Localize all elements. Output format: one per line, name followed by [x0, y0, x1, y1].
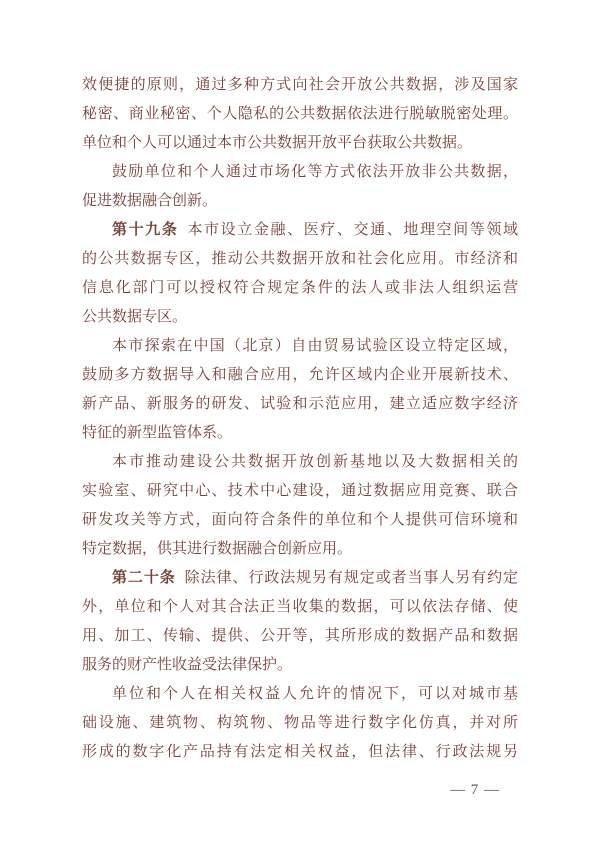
text-line: [82, 361, 518, 390]
text-line: [82, 419, 518, 448]
line-text: 单位和个人在相关权益人允许的情况下，可以对城市基: [112, 686, 518, 702]
line-text: 新产品、新服务的研发、试验和示范应用，建立适应数字经济: [82, 396, 518, 412]
line-text: 实验室、研究中心、技术中心建设，通过数据应用竞赛、联合: [82, 483, 518, 499]
line-text: 效便捷的原则，通过多种方式向社会开放公共数据，涉及国家: [82, 77, 518, 93]
line-text: 鼓励多方数据导入和融合应用，允许区域内企业开展新技术、: [82, 367, 518, 383]
text-line: [82, 477, 518, 506]
text-line: [82, 564, 518, 593]
text-line: [82, 71, 518, 100]
text-line: [82, 390, 518, 419]
text-line: [82, 506, 518, 535]
text-line: [82, 187, 518, 216]
line-text: 的公共数据专区，推动公共数据开放和社会化应用。市经济和: [82, 251, 518, 267]
article-number: 第十九条: [112, 222, 179, 238]
line-text: 外，单位和个人对其合法正当收集的数据，可以依法存储、使: [82, 599, 518, 615]
text-line: [82, 274, 518, 303]
line-text: 除法律、行政法规另有规定或者当事人另有约定: [184, 570, 518, 586]
line-text: 单位和个人可以通过本市公共数据开放平台获取公共数据。: [82, 135, 473, 151]
line-text: 特征的新型监管体系。: [82, 425, 233, 441]
line-text: 信息化部门可以授权符合规定条件的法人或非法人组织运营: [82, 280, 518, 296]
text-line: [82, 158, 518, 187]
text-line: [82, 245, 518, 274]
line-text: 形成的数字化产品持有法定相关权益，但法律、行政法规另: [82, 744, 518, 760]
text-line: [82, 100, 518, 129]
line-text: 秘密、商业秘密、个人隐私的公共数据依法进行脱敏脱密处理。: [82, 106, 518, 122]
line-text: 研发攻关等方式，面向符合条件的单位和个人提供可信环境和: [82, 512, 518, 528]
text-line: [82, 651, 518, 680]
line-text: 本市探索在中国（北京）自由贸易试验区设立特定区域，: [112, 338, 518, 354]
text-line: [82, 593, 518, 622]
article-number: 第二十条: [112, 570, 176, 586]
line-text: 本市推动建设公共数据开放创新基地以及大数据相关的: [112, 454, 518, 470]
line-text: 特定数据，供其进行数据融合创新应用。: [82, 541, 353, 557]
line-text: 用、加工、传输、提供、公开等，其所形成的数据产品和数据: [82, 628, 518, 644]
line-text: 促进数据融合创新。: [82, 193, 218, 209]
line-text: 础设施、建筑物、构筑物、物品等进行数字化仿真，并对所: [82, 715, 518, 731]
text-line: [82, 680, 518, 709]
text-line: [82, 709, 518, 738]
line-text: 公共数据专区。: [82, 309, 188, 325]
text-line: [82, 332, 518, 361]
document-body: [82, 71, 518, 767]
text-line: [82, 129, 518, 158]
line-text: 本市设立金融、医疗、交通、地理空间等领域: [187, 222, 518, 238]
text-line: [82, 448, 518, 477]
text-line: [82, 622, 518, 651]
text-line: [82, 738, 518, 767]
text-line: [82, 303, 518, 332]
text-line: [82, 216, 518, 245]
page-number: — 7 —: [450, 782, 500, 798]
line-text: 鼓励单位和个人通过市场化等方式依法开放非公共数据，: [112, 164, 518, 180]
text-line: [82, 535, 518, 564]
line-text: 服务的财产性收益受法律保护。: [82, 657, 293, 673]
